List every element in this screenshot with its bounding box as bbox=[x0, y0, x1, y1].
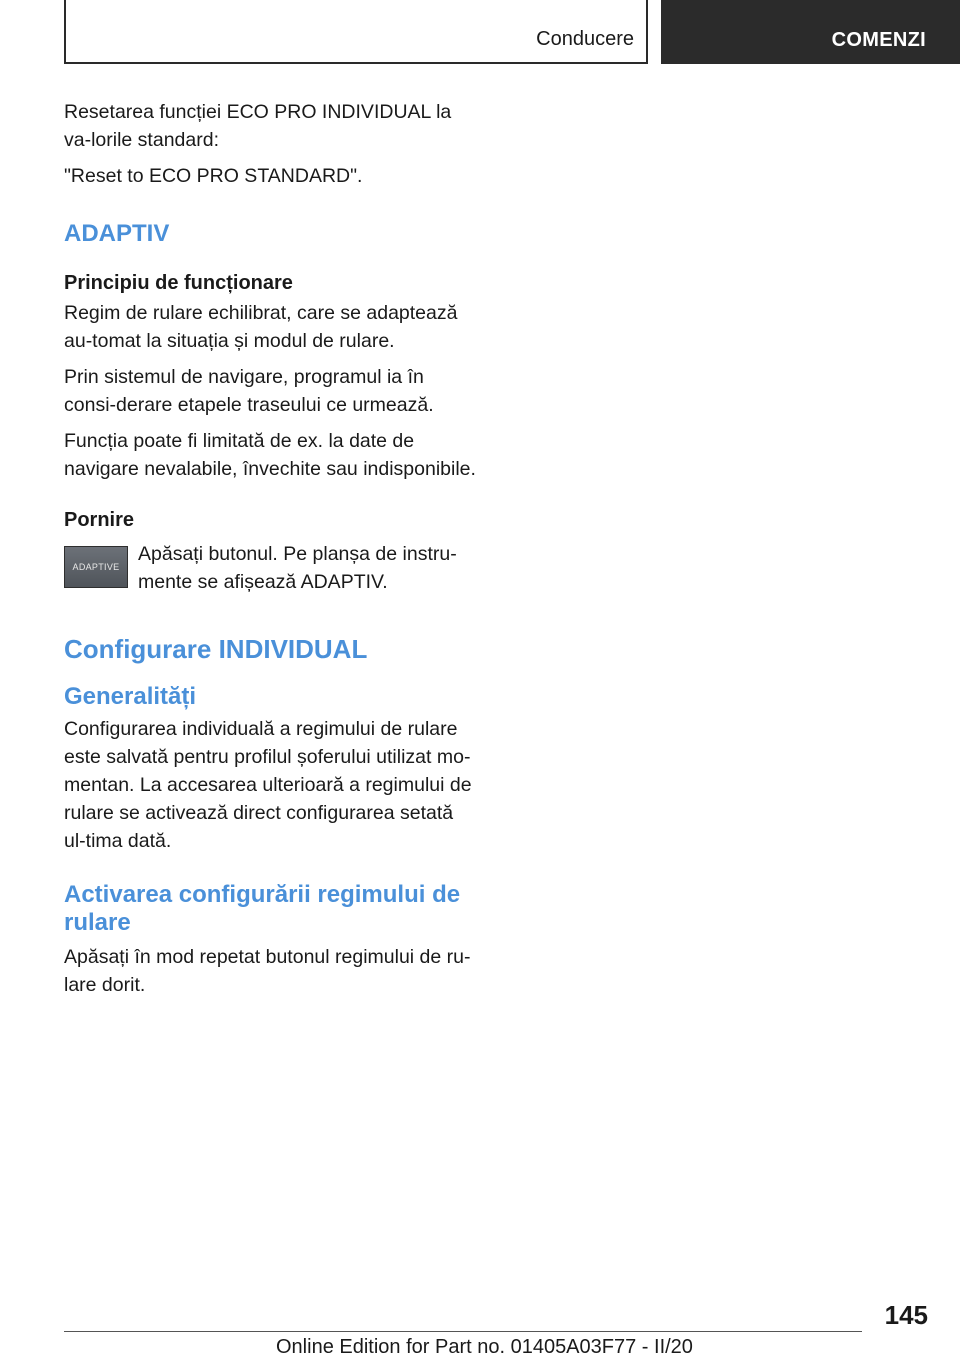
reset-paragraph: Resetarea funcției ECO PRO INDIVIDUAL la va-lorile standard: bbox=[64, 101, 452, 151]
footer-divider bbox=[64, 1331, 862, 1332]
section-label: Conducere bbox=[536, 28, 634, 50]
adaptive-button-label: ADAPTIVE bbox=[72, 562, 120, 572]
chapter-tab bbox=[661, 0, 960, 64]
generalitati-paragraph: Configurarea individuală a regimului de rulare este salvată pentru profilul șoferului utilizat mo-mentan. La accesarea ulterioară a regimului de rulare se activează direct configurarea setată ul-tima dată. bbox=[64, 718, 472, 852]
chapter-label: COMENZI bbox=[831, 29, 926, 51]
pornire-paragraph: Apăsați butonul. Pe planșa de instru-mente se afișează ADAPTIV. bbox=[138, 543, 457, 593]
heading-adaptiv: ADAPTIV bbox=[64, 220, 170, 247]
principiu-paragraph-3: Funcția poate fi limitată de ex. la date de navigare nevalabile, învechite sau indisponibile. bbox=[64, 430, 476, 480]
heading-principiu: Principiu de funcționare bbox=[64, 272, 293, 294]
page-number: 145 bbox=[884, 1300, 928, 1330]
adaptive-button-icon bbox=[64, 546, 128, 588]
page-content bbox=[64, 98, 480, 1007]
activare-paragraph: Apăsați în mod repetat butonul regimului de ru-lare dorit. bbox=[64, 946, 471, 996]
heading-activare: Activarea configurării regimului de rulare bbox=[64, 881, 461, 936]
heading-configurare: Configurare INDIVIDUAL bbox=[64, 634, 368, 664]
heading-generalitati: Generalități bbox=[64, 683, 197, 710]
pornire-row bbox=[64, 540, 480, 604]
principiu-paragraph-1: Regim de rulare echilibrat, care se adaptează au-tomat la situația și modul de rulare. bbox=[64, 302, 458, 352]
heading-pornire: Pornire bbox=[64, 509, 135, 531]
reset-standard-paragraph: "Reset to ECO PRO STANDARD". bbox=[64, 165, 363, 187]
edition-footer: Online Edition for Part no. 01405A03F77 - II/20 bbox=[276, 1336, 693, 1358]
principiu-paragraph-2: Prin sistemul de navigare, programul ia în consi-derare etapele traseului ce urmează. bbox=[64, 366, 434, 416]
section-tab bbox=[64, 0, 648, 64]
